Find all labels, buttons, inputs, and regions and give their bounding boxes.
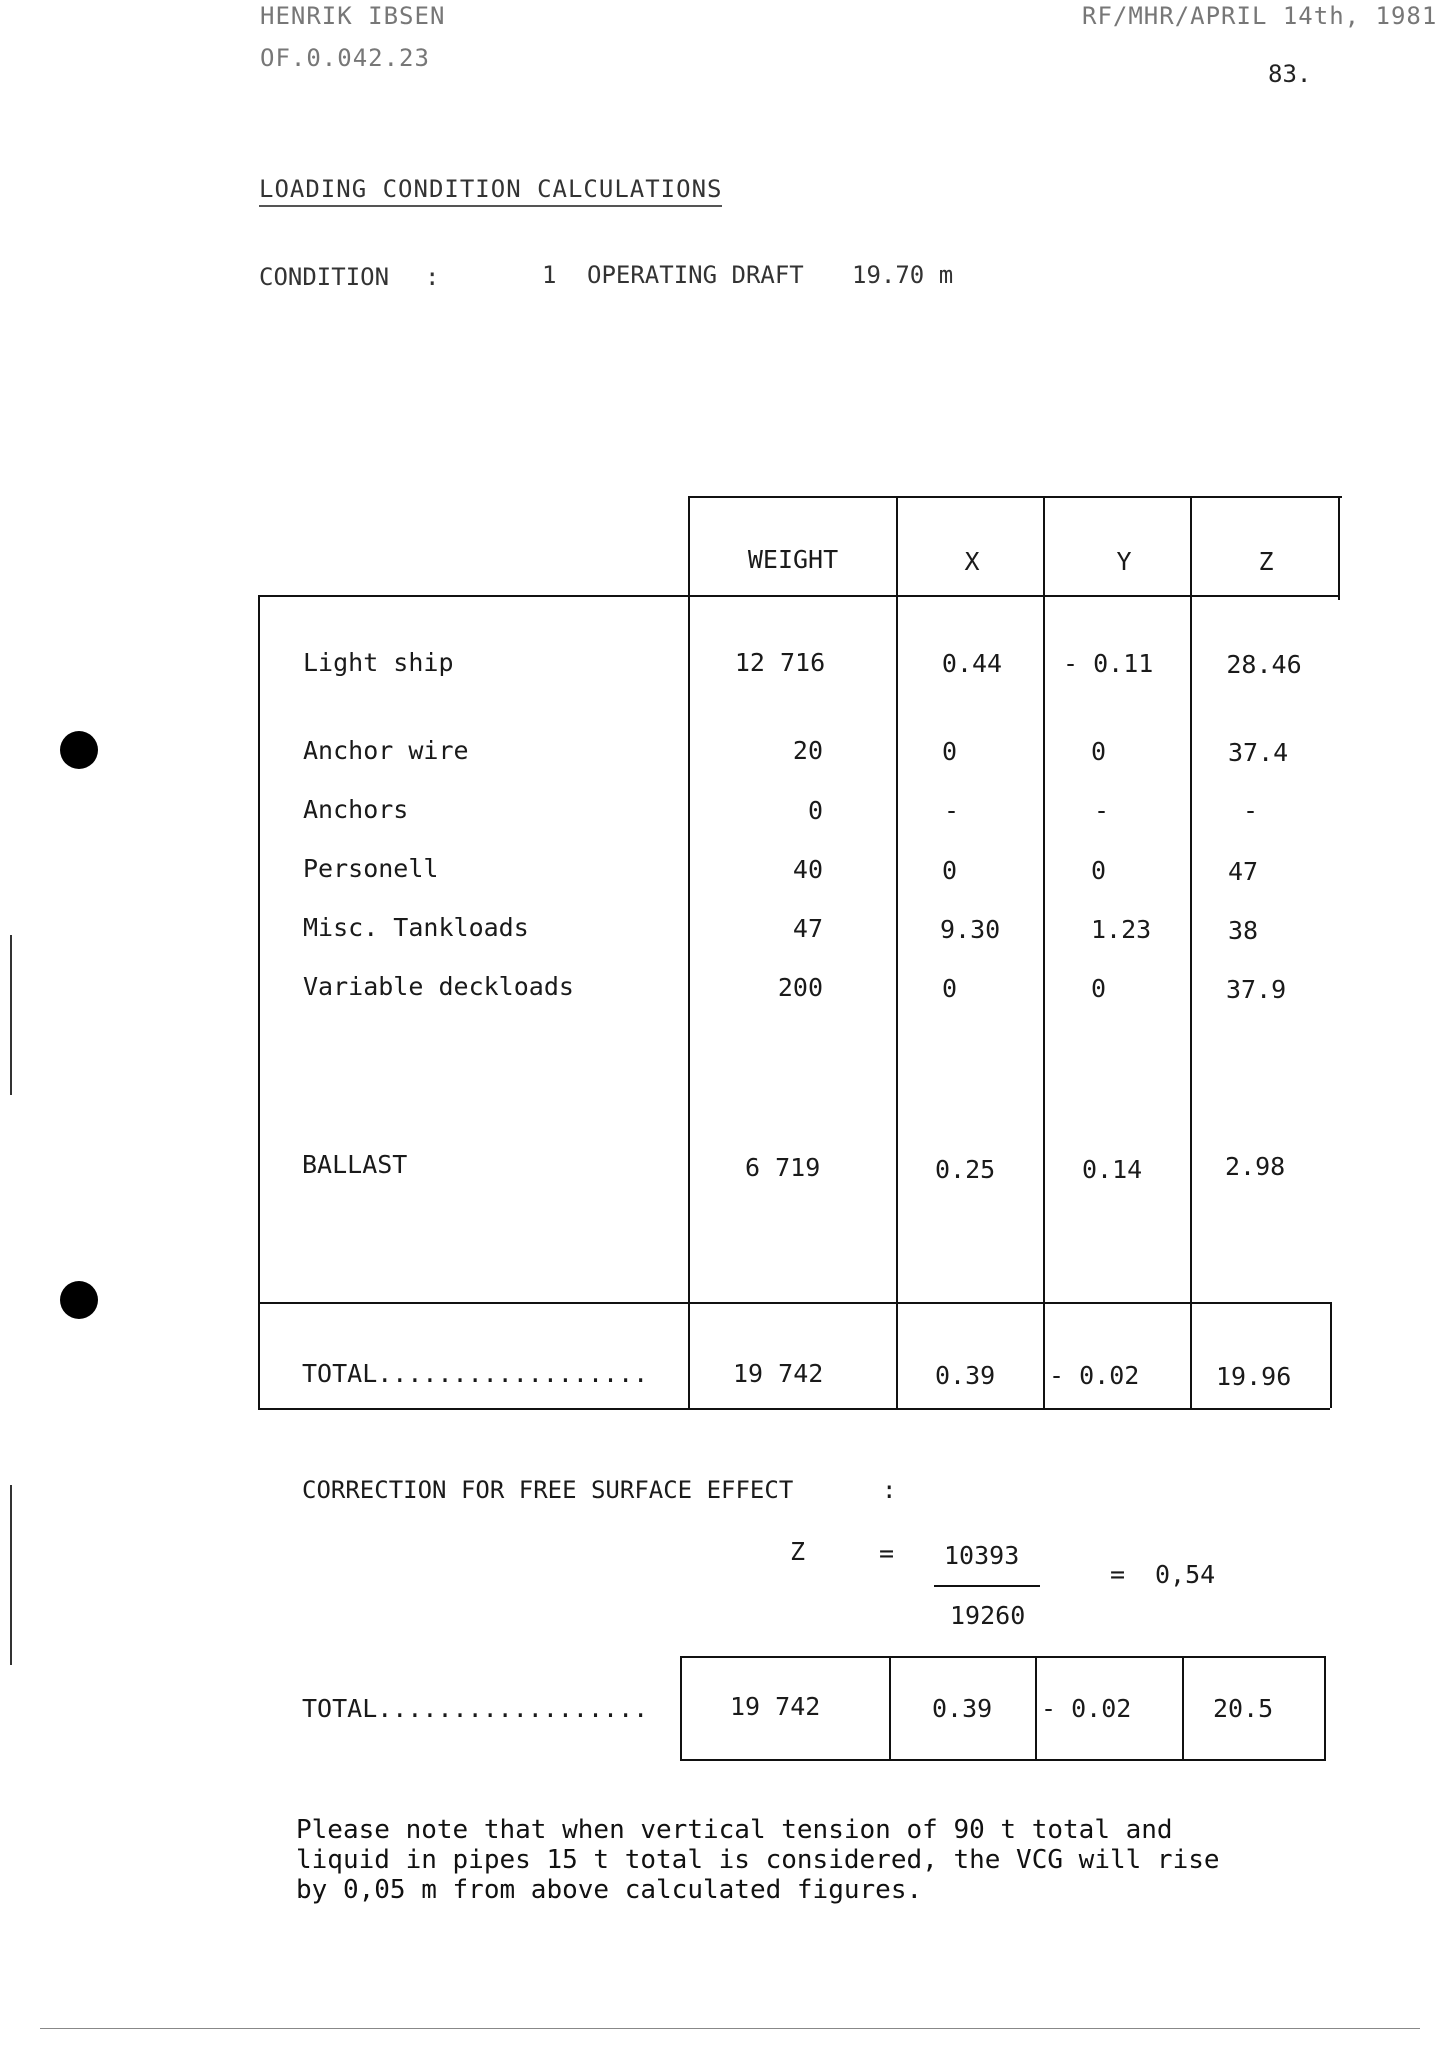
anchors-weight: 0 (807, 796, 823, 825)
variable-deckloads-z: 37.9 (1226, 975, 1287, 1004)
total-y: - 0.02 (1049, 1361, 1140, 1390)
ballast-x: 0.25 (935, 1155, 996, 1184)
column-header-x: X (964, 547, 980, 576)
condition-draft: 19.70 m (852, 261, 954, 289)
ballast-weight: 6 719 (745, 1153, 821, 1182)
light-ship-z: 28.46 (1226, 650, 1302, 679)
row-label-ballast: BALLAST (302, 1150, 408, 1179)
anchors-z: - (1243, 796, 1259, 825)
misc-tankloads-x: 9.30 (940, 915, 1001, 944)
anchor-wire-weight: 20 (792, 736, 823, 765)
anchors-x: - (944, 796, 960, 825)
misc-tankloads-z: 38 (1228, 916, 1259, 945)
anchor-wire-z: 37.4 (1228, 738, 1289, 767)
scan-edge-mark (10, 935, 12, 1095)
corrected-total-weight: 19 742 (730, 1692, 821, 1721)
scan-edge-mark (10, 1485, 12, 1665)
correction-colon: : (882, 1476, 897, 1504)
misc-tankloads-y: 1.23 (1091, 915, 1152, 944)
condition-separator: : (425, 263, 440, 291)
row-label-light-ship: Light ship (303, 648, 454, 677)
punch-hole-icon (60, 731, 98, 769)
column-header-weight: WEIGHT (747, 545, 839, 574)
corrected-total-z: 20.5 (1213, 1694, 1274, 1723)
personell-x: 0 (942, 856, 958, 885)
total-weight: 19 742 (733, 1359, 824, 1388)
correction-symbol: Z (790, 1537, 806, 1566)
light-ship-x: 0.44 (941, 649, 1003, 678)
anchor-wire-x: 0 (942, 737, 958, 766)
row-label-variable-deckloads: Variable deckloads (303, 972, 574, 1001)
initials-date: RF/MHR/APRIL 14th, 1981 (1082, 2, 1438, 30)
personell-weight: 40 (792, 855, 823, 884)
variable-deckloads-x: 0 (942, 974, 958, 1003)
personell-y: 0 (1091, 856, 1107, 885)
corrected-total-x: 0.39 (932, 1694, 993, 1723)
total-z: 19.96 (1216, 1362, 1292, 1391)
company-name: HENRIK IBSEN (260, 2, 446, 30)
condition-label: CONDITION (259, 263, 390, 291)
punch-hole-icon (60, 1281, 98, 1319)
fraction-bar (934, 1585, 1040, 1587)
total-x: 0.39 (935, 1361, 996, 1390)
correction-label: CORRECTION FOR FREE SURFACE EFFECT (302, 1476, 794, 1504)
condition-description: OPERATING DRAFT (587, 261, 804, 289)
misc-tankloads-weight: 47 (792, 914, 823, 943)
row-label-anchors: Anchors (303, 795, 409, 824)
row-label-personell: Personell (303, 854, 439, 883)
correction-denominator: 19260 (950, 1601, 1026, 1630)
column-header-y: Y (1116, 547, 1132, 576)
scan-edge-mark (40, 2028, 1420, 2029)
correction-equals: = (879, 1539, 895, 1568)
note-line-1: Please note that when vertical tension of 90 t total and (296, 1815, 1173, 1845)
document-title: LOADING CONDITION CALCULATIONS (259, 175, 722, 207)
note-line-3: by 0,05 m from above calculated figures. (296, 1875, 923, 1905)
light-ship-y: - 0.11 (1063, 649, 1154, 678)
column-header-z: Z (1258, 547, 1274, 576)
page-number: 83. (1268, 60, 1312, 88)
variable-deckloads-weight: 200 (777, 973, 823, 1002)
note-line-2: liquid in pipes 15 t total is considered, the VCG will rise (296, 1845, 1220, 1875)
ballast-y: 0.14 (1082, 1155, 1143, 1184)
anchor-wire-y: 0 (1091, 737, 1107, 766)
corrected-total-label: TOTAL.................. (302, 1694, 649, 1723)
ballast-z: 2.98 (1225, 1152, 1286, 1181)
condition-number: 1 (542, 261, 557, 289)
personell-z: 47 (1228, 857, 1259, 886)
row-label-anchor-wire: Anchor wire (303, 736, 469, 765)
corrected-total-y: - 0.02 (1041, 1694, 1132, 1723)
anchors-y: - (1094, 796, 1110, 825)
total-label: TOTAL.................. (302, 1359, 649, 1388)
document-reference: OF.0.042.23 (260, 44, 430, 72)
row-label-misc-tankloads: Misc. Tankloads (303, 913, 529, 942)
variable-deckloads-y: 0 (1091, 974, 1107, 1003)
light-ship-weight: 12 716 (734, 648, 826, 677)
correction-result-equals: = (1110, 1560, 1126, 1589)
correction-numerator: 10393 (944, 1541, 1020, 1570)
correction-result: 0,54 (1155, 1560, 1216, 1589)
